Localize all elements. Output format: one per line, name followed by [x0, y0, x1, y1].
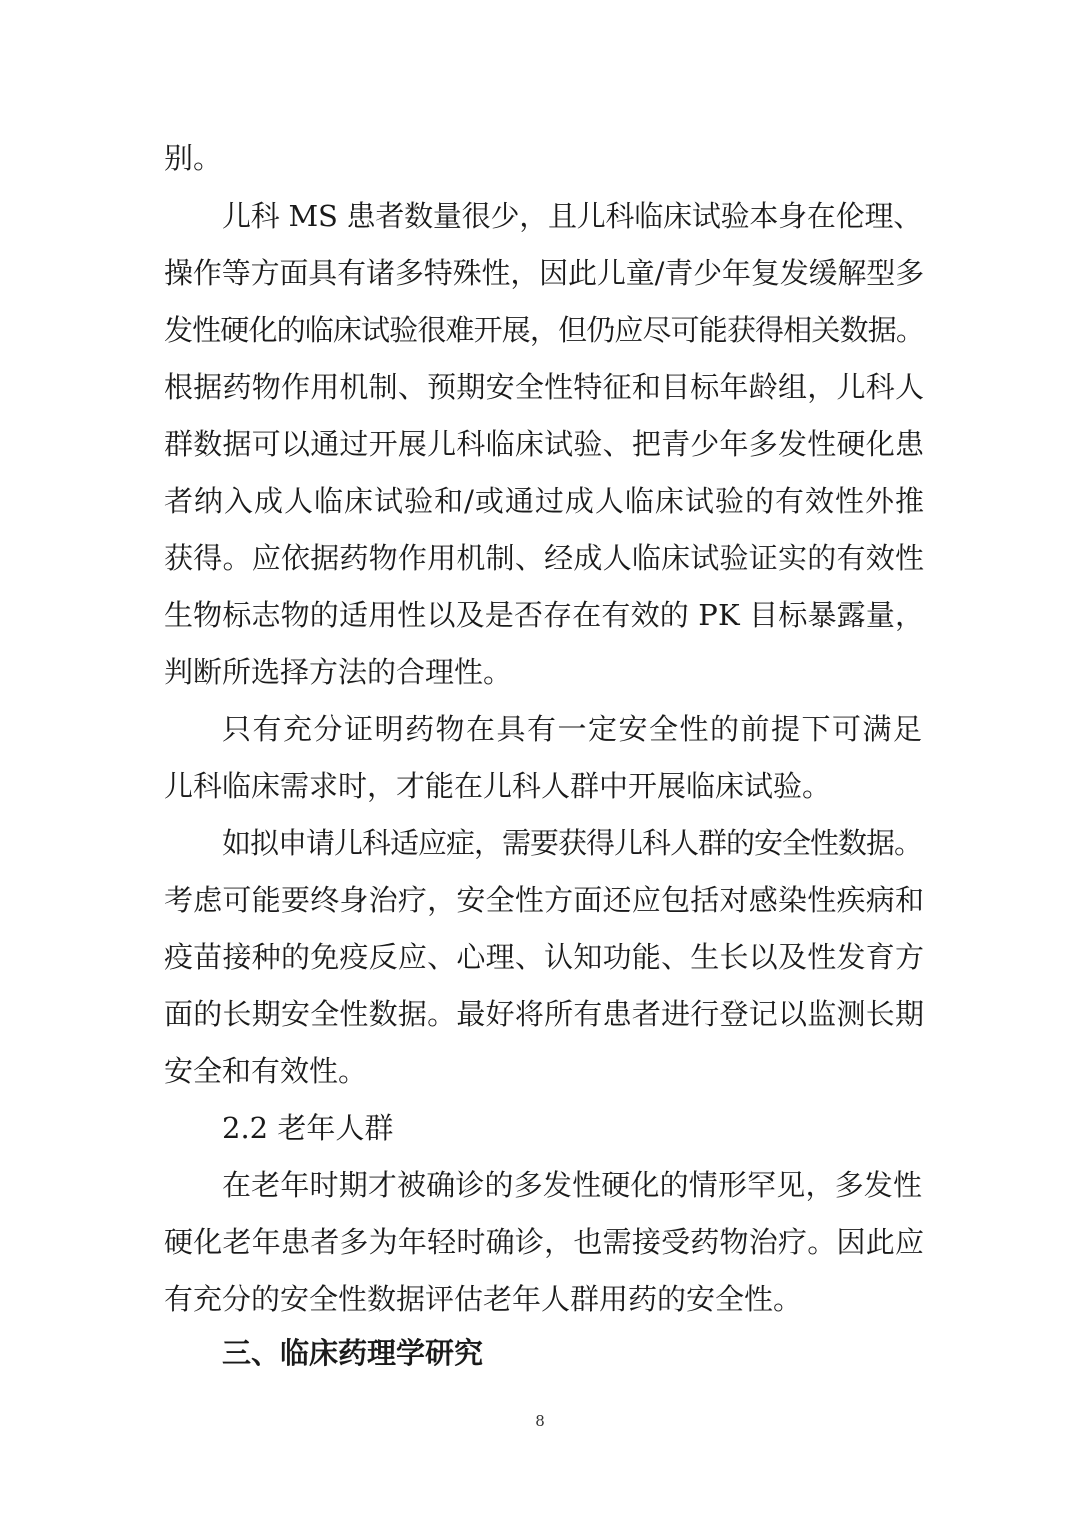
text-line: 操作等方面具有诸多特殊性，因此儿童/青少年复发缓解型多 — [164, 256, 924, 290]
paragraph-first-line: 在老年时期才被确诊的多发性硬化的情形罕见，多发性 — [222, 1168, 923, 1202]
text-line: 别。 — [164, 141, 223, 175]
section-heading: 三、临床药理学研究 — [222, 1336, 484, 1370]
text-line: 硬化老年患者多为年轻时确诊，也需接受药物治疗。因此应 — [164, 1225, 925, 1259]
text-line: 根据药物作用机制、预期安全性特征和目标年龄组，儿科人 — [164, 370, 925, 404]
text-line: 儿科临床需求时，才能在儿科人群中开展临床试验。 — [164, 769, 832, 803]
paragraph-first-line: 儿科 MS 患者数量很少，且儿科临床试验本身在伦理、 — [222, 199, 922, 233]
paragraph-first-line: 只有充分证明药物在具有一定安全性的前提下可满足 — [222, 712, 924, 746]
text-line: 发性硬化的临床试验很难开展，但仍应尽可能获得相关数据。 — [164, 313, 924, 347]
subsection-heading: 2.2 老年人群 — [222, 1111, 394, 1145]
text-line: 获得。应依据药物作用机制、经成人临床试验证实的有效性 — [164, 541, 925, 575]
text-line: 面的长期安全性数据。最好将所有患者进行登记以监测长期 — [164, 997, 925, 1031]
text-line: 有充分的安全性数据评估老年人群用药的安全性。 — [164, 1282, 803, 1316]
text-line: 群数据可以通过开展儿科临床试验、把青少年多发性硬化患 — [164, 427, 925, 461]
paragraph-first-line: 如拟申请儿科适应症，需要获得儿科人群的安全性数据。 — [222, 826, 922, 860]
text-line: 生物标志物的适用性以及是否存在有效的 PK 目标暴露量， — [164, 598, 925, 632]
page-number: 8 — [535, 1412, 545, 1430]
text-line: 考虑可能要终身治疗，安全性方面还应包括对感染性疾病和 — [164, 883, 925, 917]
text-line: 判断所选择方法的合理性。 — [164, 655, 513, 689]
text-line: 安全和有效性。 — [164, 1054, 368, 1088]
text-line: 者纳入成人临床试验和/或通过成人临床试验的有效性外推 — [164, 484, 925, 518]
text-line: 疫苗接种的免疫反应、心理、认知功能、生长以及性发育方 — [164, 940, 925, 974]
